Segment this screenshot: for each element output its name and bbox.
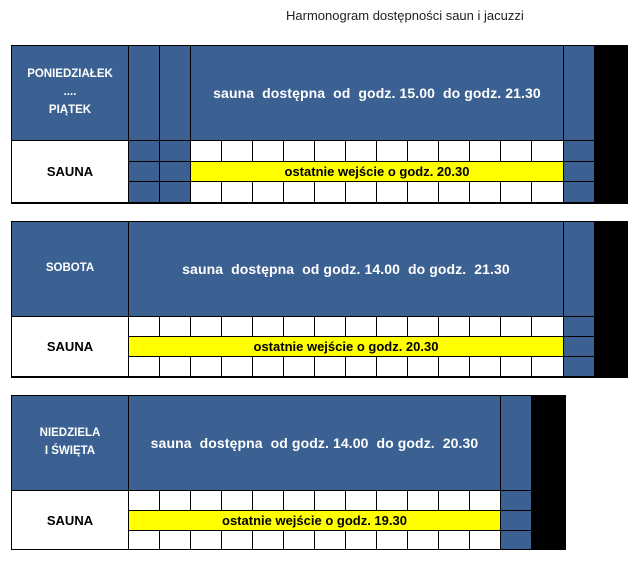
grid-cell [253, 141, 283, 161]
blue-cell [564, 141, 594, 161]
grid-cell [222, 531, 252, 549]
grid-cell [377, 357, 407, 376]
day-label-line: NIEDZIELA [39, 427, 101, 440]
grid-cell [377, 141, 407, 161]
grid-cell [222, 317, 252, 336]
blue-cell [160, 182, 190, 202]
last-entry-note: ostatnie wejście o godz. 20.30 [191, 162, 563, 181]
grid-cell [439, 141, 469, 161]
blue-cell [160, 162, 190, 181]
grid-cell [408, 531, 438, 549]
blue-cell [129, 141, 159, 161]
grid-cell [253, 317, 283, 336]
grid-cell [315, 531, 345, 549]
facility-label: SAUNA [12, 317, 128, 376]
grid-cell [315, 491, 345, 510]
grid-cell [222, 491, 252, 510]
grid-cell [439, 317, 469, 336]
grid-cell [191, 357, 221, 376]
grid-cell [191, 141, 221, 161]
grid-cell [191, 182, 221, 202]
grid-cell [284, 531, 314, 549]
grid-cell [253, 182, 283, 202]
day-label-line: SOBOTA [45, 262, 95, 275]
last-entry-note: ostatnie wejście o godz. 20.30 [129, 337, 563, 356]
day-label-line: PIĄTEK [48, 103, 92, 116]
grid-cell [129, 531, 159, 549]
grid-cell [470, 182, 500, 202]
day-label-line: .... [63, 86, 77, 99]
grid-cell [532, 182, 563, 202]
grid-cell [501, 141, 531, 161]
blue-cell [129, 46, 159, 140]
grid-cell [501, 182, 531, 202]
grid-cell [315, 141, 345, 161]
blue-cell [501, 511, 531, 530]
grid-cell [377, 491, 407, 510]
grid-cell [191, 317, 221, 336]
grid-cell [160, 491, 190, 510]
blue-cell [501, 531, 531, 549]
grid-cell [346, 182, 376, 202]
grid-cell [439, 182, 469, 202]
grid-cell [160, 531, 190, 549]
grid-cell [284, 141, 314, 161]
day-label-line: PONIEDZIAŁEK [27, 68, 113, 81]
blue-cell [564, 182, 594, 202]
grid-cell [129, 491, 159, 510]
grid-cell [284, 491, 314, 510]
grid-cell [129, 317, 159, 336]
grid-cell [439, 357, 469, 376]
availability-hours: sauna dostępna od godz. 14.00 do godz. 21.30 [129, 222, 563, 316]
blue-cell [564, 46, 594, 140]
grid-cell [284, 182, 314, 202]
grid-cell [222, 357, 252, 376]
grid-cell [253, 531, 283, 549]
grid-cell [284, 317, 314, 336]
schedule-table-weekdays [11, 45, 628, 204]
grid-cell [346, 491, 376, 510]
grid-cell [532, 357, 563, 376]
grid-cell [191, 491, 221, 510]
grid-cell [191, 531, 221, 549]
grid-cell [408, 141, 438, 161]
grid-cell [377, 531, 407, 549]
grid-cell [346, 141, 376, 161]
grid-cell [222, 182, 252, 202]
grid-cell [439, 491, 469, 510]
grid-cell [160, 317, 190, 336]
grid-cell [532, 141, 563, 161]
grid-cell [408, 357, 438, 376]
grid-cell [501, 317, 531, 336]
grid-cell [253, 357, 283, 376]
grid-cell [532, 317, 563, 336]
grid-cell [408, 317, 438, 336]
grid-cell [439, 531, 469, 549]
blue-cell [501, 396, 531, 490]
grid-cell [408, 182, 438, 202]
availability-hours: sauna dostępna od godz. 15.00 do godz. 21.30 [191, 46, 563, 140]
blue-cell [501, 491, 531, 510]
document-title: Harmonogram dostępności saun i jacuzzi [286, 8, 524, 23]
grid-cell [470, 491, 500, 510]
blue-cell [129, 182, 159, 202]
blue-cell [564, 337, 594, 356]
last-entry-note: ostatnie wejście o godz. 19.30 [129, 511, 500, 530]
facility-label: SAUNA [12, 141, 128, 202]
grid-cell [377, 182, 407, 202]
grid-cell [408, 491, 438, 510]
schedule-table-sunday-holidays [11, 395, 566, 550]
grid-cell [315, 317, 345, 336]
grid-cell [253, 491, 283, 510]
grid-cell [346, 357, 376, 376]
blue-cell [160, 46, 190, 140]
day-label-line: I ŚWIĘTA [44, 445, 96, 457]
grid-cell [470, 531, 500, 549]
day-label-weekdays [12, 46, 128, 140]
schedule-table-saturday [11, 221, 628, 378]
facility-label: SAUNA [12, 491, 128, 549]
grid-cell [346, 317, 376, 336]
blue-cell [564, 317, 594, 336]
grid-cell [160, 357, 190, 376]
availability-hours: sauna dostępna od godz. 14.00 do godz. 20.30 [129, 396, 500, 490]
grid-cell [470, 357, 500, 376]
grid-cell [284, 357, 314, 376]
grid-cell [315, 182, 345, 202]
day-label-saturday [12, 222, 128, 316]
day-label-sunday-holidays [12, 396, 128, 490]
blue-cell [564, 357, 594, 376]
grid-cell [501, 357, 531, 376]
blue-cell [564, 222, 594, 316]
grid-cell [315, 357, 345, 376]
grid-cell [470, 317, 500, 336]
blue-cell [160, 141, 190, 161]
grid-cell [222, 141, 252, 161]
grid-cell [346, 531, 376, 549]
blue-cell [564, 162, 594, 181]
grid-cell [470, 141, 500, 161]
grid-cell [377, 317, 407, 336]
blue-cell [129, 162, 159, 181]
grid-cell [129, 357, 159, 376]
